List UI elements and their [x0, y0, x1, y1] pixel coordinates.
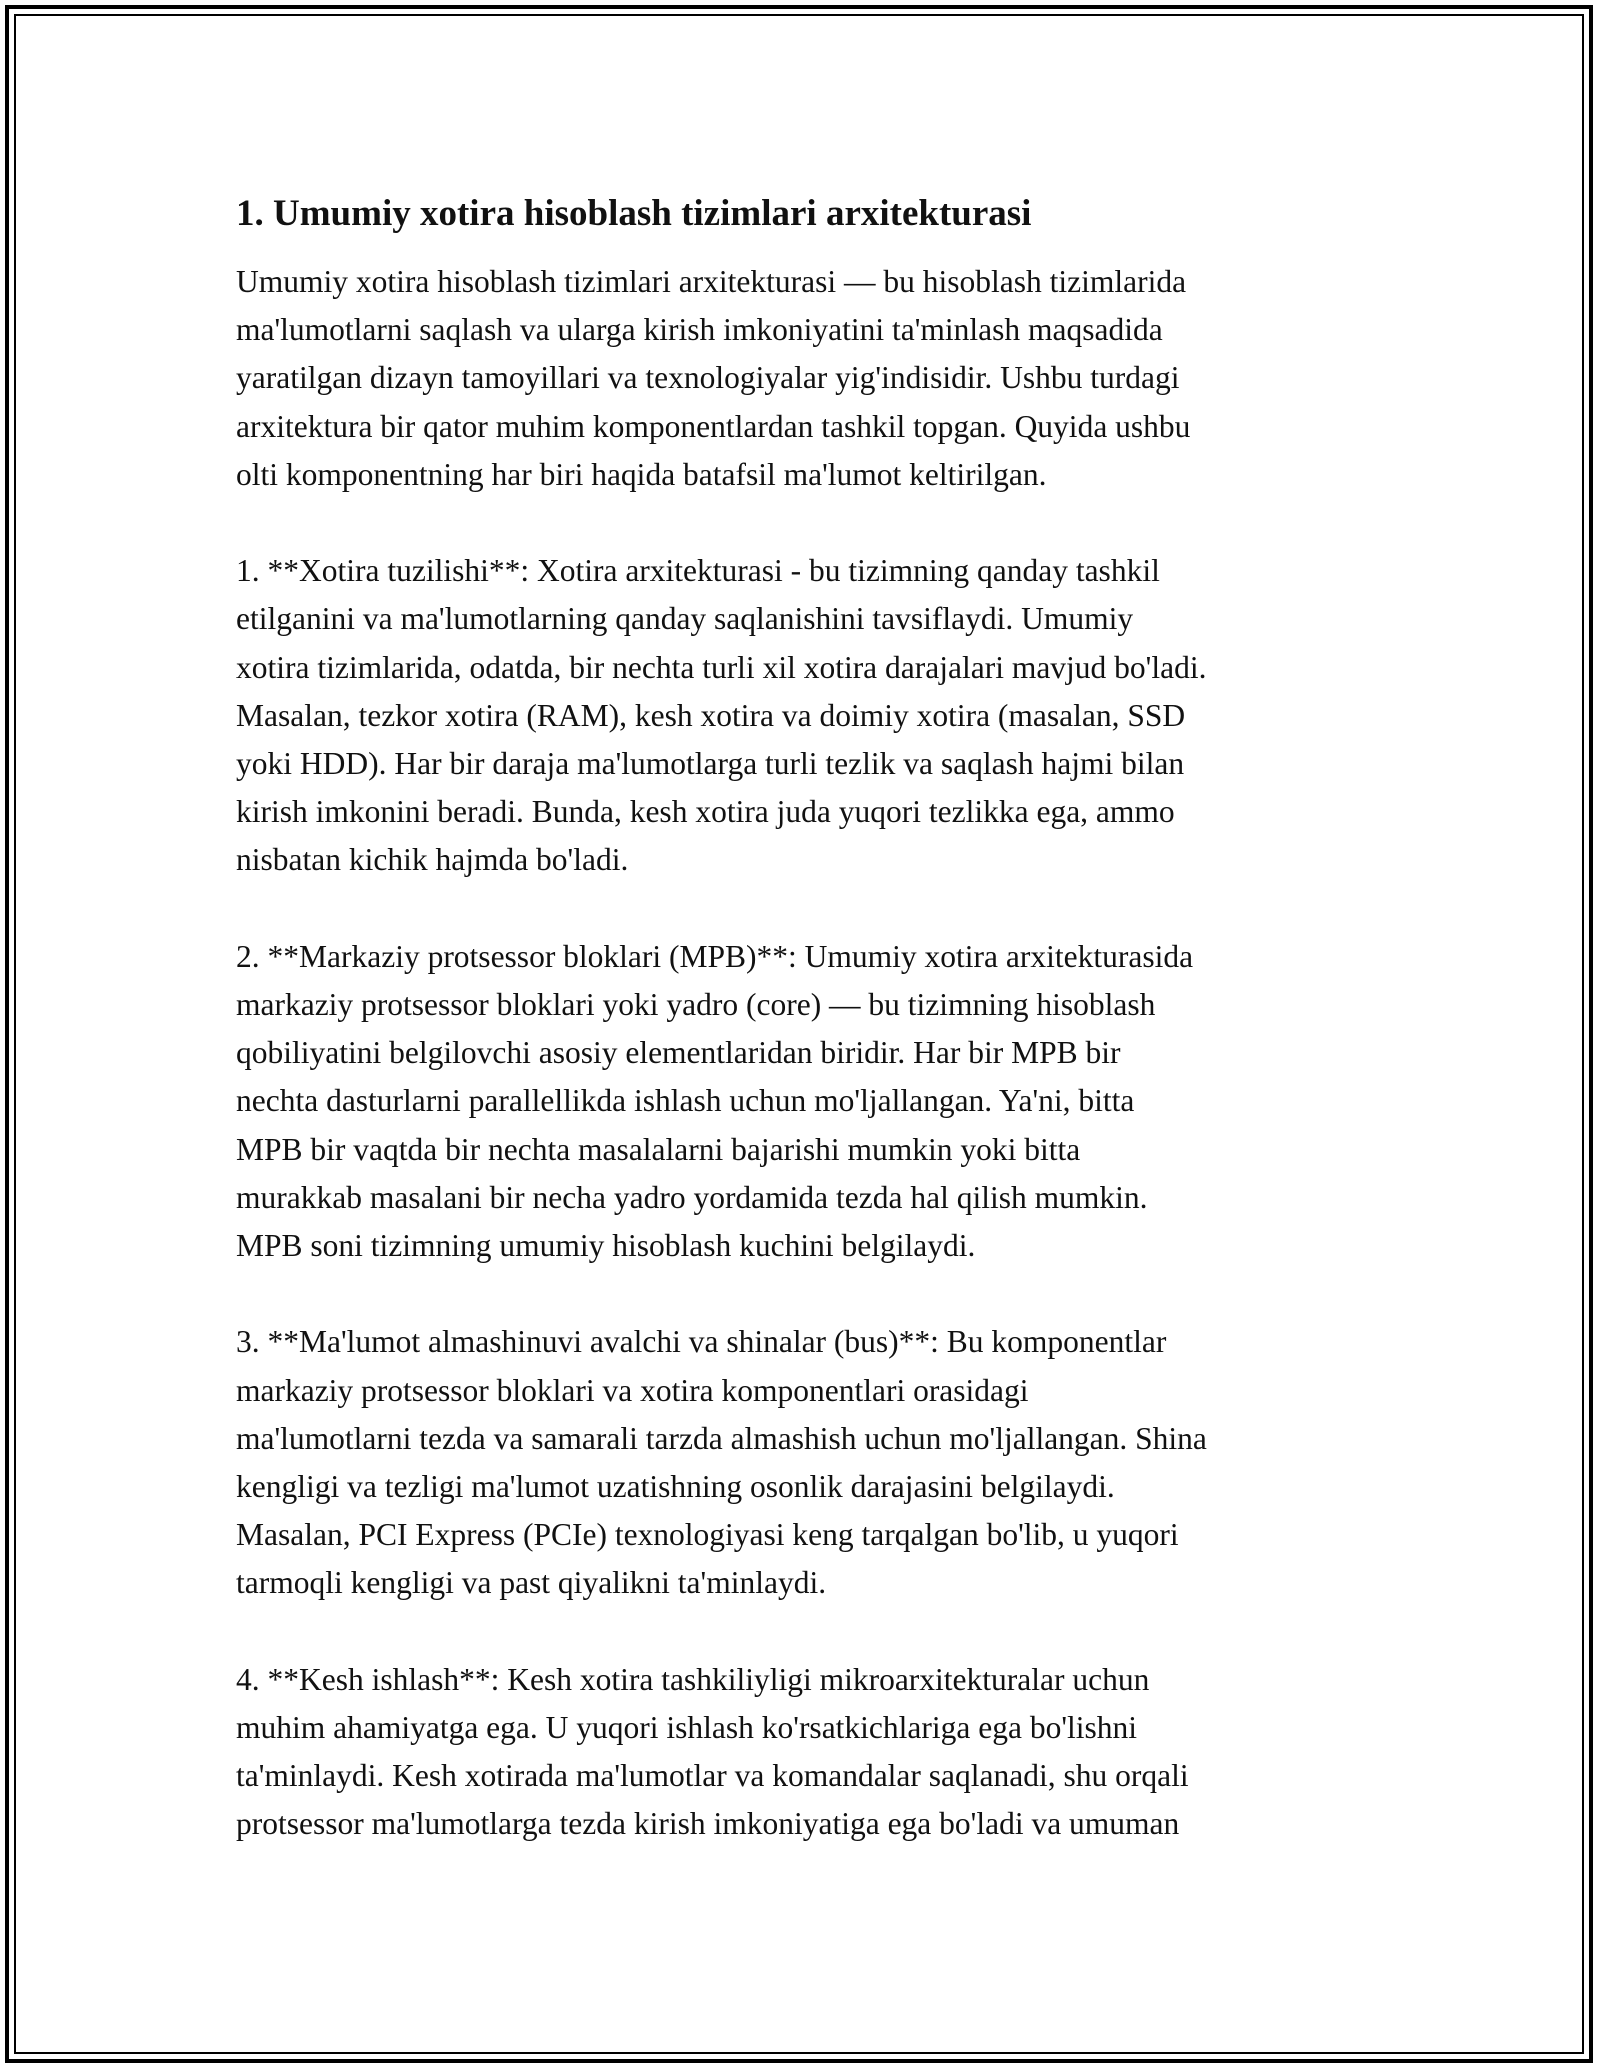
document-title: 1. Umumiy xotira hisoblash tizimlari arxitekturasi [236, 193, 1032, 234]
document-body [236, 186, 1376, 1897]
paragraph-cpu-blocks: 2. **Markaziy protsessor bloklari (MPB)**: Umumiy xotira arxitekturasida markaziy protsessor bloklari yoki yadro (core) — bu tizimning hisoblash qobiliyatini belgilovchi asosiy elementlaridan biridir. Har bir MPB bir nechta dasturlarni parallellikda ishlash uchun mo'ljallangan. Ya'ni, bitta MPB bir vaqtda bir nechta masalalarni bajarishi mumkin yoki bitta murakkab masalani bir necha yadro yordamida tezda hal qilish mumkin. MPB soni tizimning umumiy hisoblash kuchini belgilaydi. [236, 938, 1194, 1264]
paragraph-memory-structure: 1. **Xotira tuzilishi**: Xotira arxitekturasi - bu tizimning qanday tashkil etilganini va ma'lumotlarning qanday saqlanishini tavsiflaydi. Umumiy xotira tizimlarida, odatda, bir nechta turli xil xotira darajalari mavjud bo'ladi. Masalan, tezkor xotira (RAM), kesh xotira va doimiy xotira (masalan, SSD yoki HDD). Har bir daraja ma'lumotlarga turli tezlik va saqlash hajmi bilan kirish imkonini beradi. Bunda, kesh xotira juda yuqori tezlikka ega, ammo nisbatan kichik hajmda bo'ladi. [236, 553, 1207, 878]
paragraph-data-exchange-bus: 3. **Ma'lumot almashinuvi avalchi va shinalar (bus)**: Bu komponentlar markaziy protsessor bloklari va xotira komponentlari orasidagi ma'lumotlarni tezda va samarali tarzda almashish uchun mo'ljallangan. Shina kengligi va tezligi ma'lumot uzatishning osonlik darajasini belgilaydi. Masalan, PCI Express (PCIe) texnologiyasi keng tarqalgan bo'lib, u yuqori tarmoqli kengligi va past qiyalikni ta'minlaydi. [236, 1324, 1207, 1601]
intro-paragraph: Umumiy xotira hisoblash tizimlari arxitekturasi — bu hisoblash tizimlarida ma'lumotlarni saqlash va ularga kirish imkoniyatini ta'minlash maqsadida yaratilgan dizayn tamoyillari va texnologiyalar yig'indisidir. Ushbu turdagi arxitektura bir qator muhim komponentlardan tashkil topgan. Quyida ushbu olti komponentning har biri haqida batafsil ma'lumot keltirilgan. [236, 264, 1191, 492]
paragraph-cache: 4. **Kesh ishlash**: Kesh xotira tashkiliyligi mikroarxitekturalar uchun muhim ahamiyatga ega. U yuqori ishlash ko'rsatkichlariga ega bo'lishni ta'minlaydi. Kesh xotirada ma'lumotlar va komandalar saqlanadi, shu orqali protsessor ma'lumotlarga tezda kirish imkoniyatiga ega bo'ladi va umuman [236, 1661, 1189, 1842]
